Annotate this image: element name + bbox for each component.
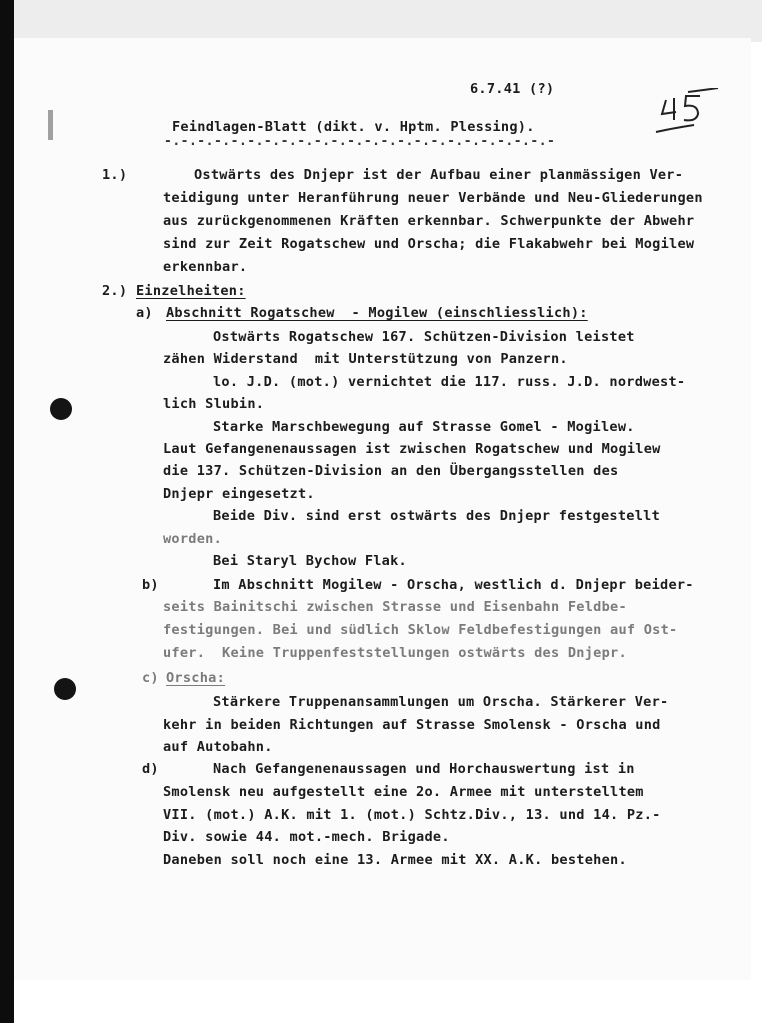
paragraph-line: teidigung unter Heranführung neuer Verbände und Neu-Gliederungen	[163, 190, 703, 206]
paragraph-line: Ostwärts des Dnjepr ist der Aufbau einer planmässigen Ver-	[194, 167, 684, 183]
paragraph-line: Im Abschnitt Mogilew - Orscha, westlich d. Dnjepr beider-	[213, 577, 694, 593]
paragraph-line: Dnjepr eingesetzt.	[163, 486, 315, 502]
subsection-a-heading: Abschnitt Rogatschew - Mogilew (einschliesslich):	[166, 305, 588, 321]
paragraph-line: Laut Gefangenenaussagen ist zwischen Rogatschew und Mogilew	[163, 441, 661, 457]
paragraph-line: lich Slubin.	[163, 396, 265, 412]
subsection-c-heading: Orscha:	[166, 670, 226, 686]
paragraph-line: auf Autobahn.	[163, 739, 273, 755]
subsection-a-marker: a)	[136, 305, 153, 321]
handwritten-page-number	[654, 88, 724, 142]
scan-left-border	[0, 0, 14, 1023]
subsection-c-marker: c)	[142, 670, 159, 686]
paragraph-line: Stärkere Truppenansammlungen um Orscha. Stärkerer Ver-	[213, 694, 669, 710]
title-underline: -.-.-.-.-.-.-.-.-.-.-.-.-.-.-.-.-.-.-.-.-.-.-.-	[164, 134, 556, 149]
paragraph-line: Daneben soll noch eine 13. Armee mit XX. A.K. bestehen.	[163, 852, 627, 868]
subsection-d-marker: d)	[142, 761, 159, 777]
paragraph-line: Starke Marschbewegung auf Strasse Gomel - Mogilew.	[213, 419, 635, 435]
document-date: 6.7.41 (?)	[470, 81, 555, 97]
paragraph-line: aus zurückgenommenen Kräften erkennbar. Schwerpunkte der Abwehr	[163, 213, 695, 229]
margin-mark	[48, 110, 53, 140]
document-page	[14, 38, 751, 980]
paragraph-line: erkennbar.	[163, 259, 248, 275]
paragraph-line: Ostwärts Rogatschew 167. Schützen-Division leistet	[213, 329, 635, 345]
paragraph-line: Smolensk neu aufgestellt eine 2o. Armee mit unterstelltem	[163, 784, 644, 800]
paragraph-line: kehr in beiden Richtungen auf Strasse Smolensk - Orscha und	[163, 717, 661, 733]
document-title: Feindlagen-Blatt (dikt. v. Hptm. Plessing).	[172, 119, 535, 135]
paragraph-line: lo. J.D. (mot.) vernichtet die 117. russ. J.D. nordwest-	[213, 374, 686, 390]
paragraph-line: Bei Staryl Bychow Flak.	[213, 553, 407, 569]
paragraph-line: Beide Div. sind erst ostwärts des Dnjepr festgestellt	[213, 508, 661, 524]
punch-hole	[54, 678, 76, 700]
paragraph-line: zähen Widerstand mit Unterstützung von Panzern.	[163, 351, 568, 367]
punch-hole	[50, 398, 72, 420]
section-1-marker: 1.)	[102, 167, 128, 183]
paragraph-line: Div. sowie 44. mot.-mech. Brigade.	[163, 829, 450, 845]
paragraph-line: Nach Gefangenenaussagen und Horchauswertung ist in	[213, 761, 635, 777]
paragraph-line: die 137. Schützen-Division an den Übergangsstellen des	[163, 463, 619, 479]
paragraph-line: ufer. Keine Truppenfeststellungen ostwärts des Dnjepr.	[163, 645, 627, 661]
section-2-heading: Einzelheiten:	[136, 283, 246, 299]
paragraph-line: sind zur Zeit Rogatschew und Orscha; die Flakabwehr bei Mogilew	[163, 236, 695, 252]
paragraph-line: festigungen. Bei und südlich Sklow Feldbefestigungen auf Ost-	[163, 622, 678, 638]
paragraph-line: seits Bainitschi zwischen Strasse und Eisenbahn Feldbe-	[163, 599, 627, 615]
subsection-b-marker: b)	[142, 577, 159, 593]
section-2-marker: 2.)	[102, 283, 128, 299]
scan-top-margin	[0, 0, 762, 42]
paragraph-line: worden.	[163, 531, 223, 547]
paragraph-line: VII. (mot.) A.K. mit 1. (mot.) Schtz.Div., 13. und 14. Pz.-	[163, 807, 661, 823]
